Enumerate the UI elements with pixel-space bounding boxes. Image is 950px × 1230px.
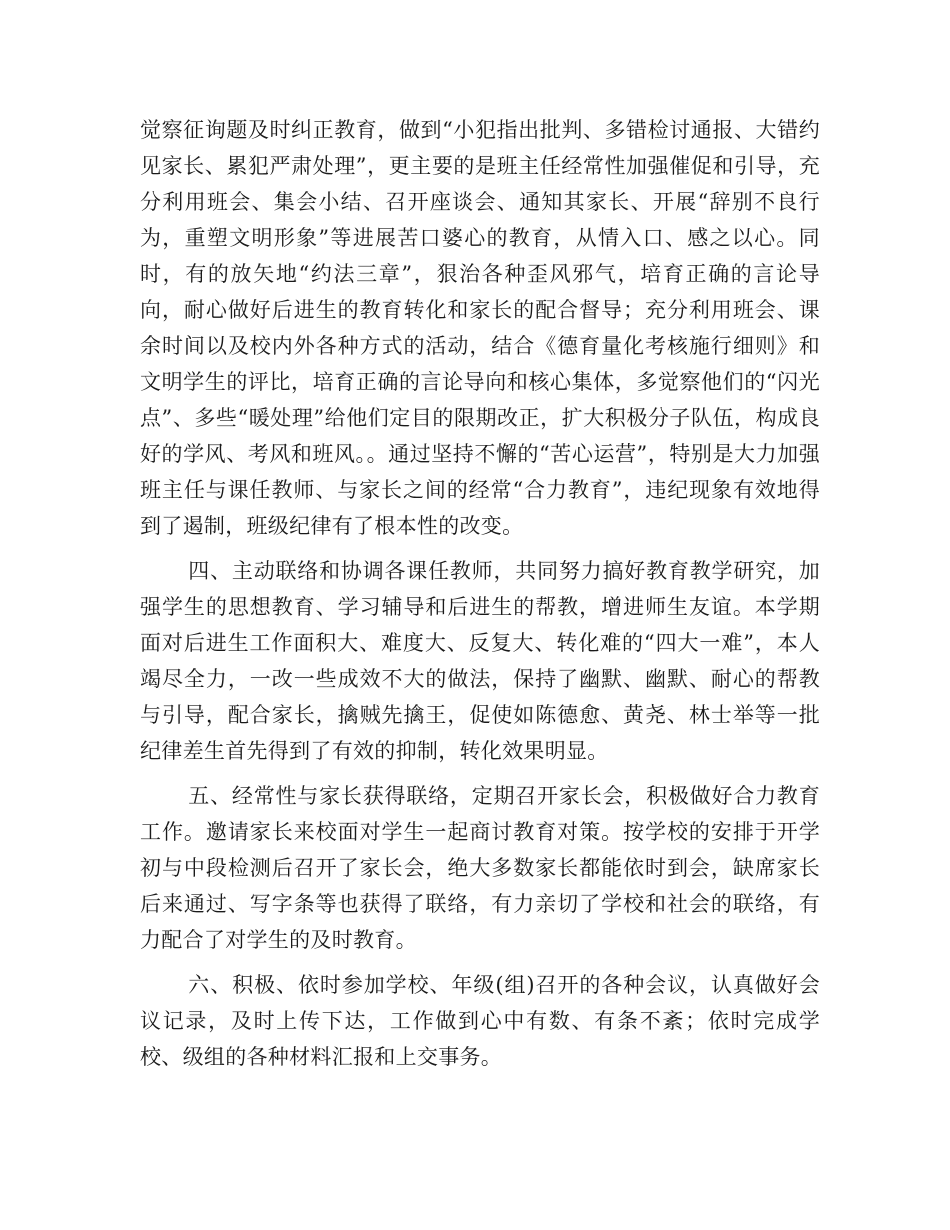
document-page bbox=[140, 112, 820, 1084]
paragraph-continuation: 觉察征询题及时纠正教育，做到“小犯指出批判、多错检讨通报、大错约见家长、累犯严肃处理”，更主要的是班主任经常性加强催促和引导，充分利用班会、集会小结、召开座谈会、通知其家长、开展“辞别不良行为，重塑文明形象”等进展苦口婆心的教育，从情入口、感之以心。同时，有的放矢地“约法三章”，狠治各种歪风邪气，培育正确的言论导向，耐心做好后进生的教育转化和家长的配合督导；充分利用班会、课余时间以及校内外各种方式的活动，结合《德育量化考核施行细则》和文明学生的评比，培育正确的言论导向和核心集体，多觉察他们的“闪光点”、多些“暖处理”给他们定目的限期改正，扩大积极分子队伍，构成良好的学风、考风和班风。。通过坚持不懈的“苦心运营”，特别是大力加强班主任与课任教师、与家长之间的经常“合力教育”，违纪现象有效地得到了遏制，班级纪律有了根本性的改变。 bbox=[140, 118, 820, 538]
paragraph-section-four: 四、主动联络和协调各课任教师，共同努力搞好教育教学研究，加强学生的思想教育、学习辅导和后进生的帮教，增进师生友谊。本学期面对后进生工作面积大、难度大、反复大、转化难的“四大一难”，本人竭尽全力，一改一些成效不大的做法，保持了幽默、幽默、耐心的帮教与引导，配合家长，擒贼先擒王，促使如陈德愈、黄尧、林士举等一批纪律差生首先得到了有效的抑制，转化效果明显。 bbox=[140, 559, 820, 763]
paragraph-section-five: 五、经常性与家长获得联络，定期召开家长会，积极做好合力教育工作。邀请家长来校面对学生一起商讨教育对策。按学校的安排于开学初与中段检测后召开了家长会，绝大多数家长都能依时到会，缺席家长后来通过、写字条等也获得了联络，有力亲切了学校和社会的联络，有力配合了对学生的及时教育。 bbox=[140, 784, 820, 952]
paragraph-section-six: 六、积极、依时参加学校、年级(组)召开的各种会议，认真做好会议记录，及时上传下达，工作做到心中有数、有条不紊；依时完成学校、级组的各种材料汇报和上交事务。 bbox=[140, 973, 820, 1069]
